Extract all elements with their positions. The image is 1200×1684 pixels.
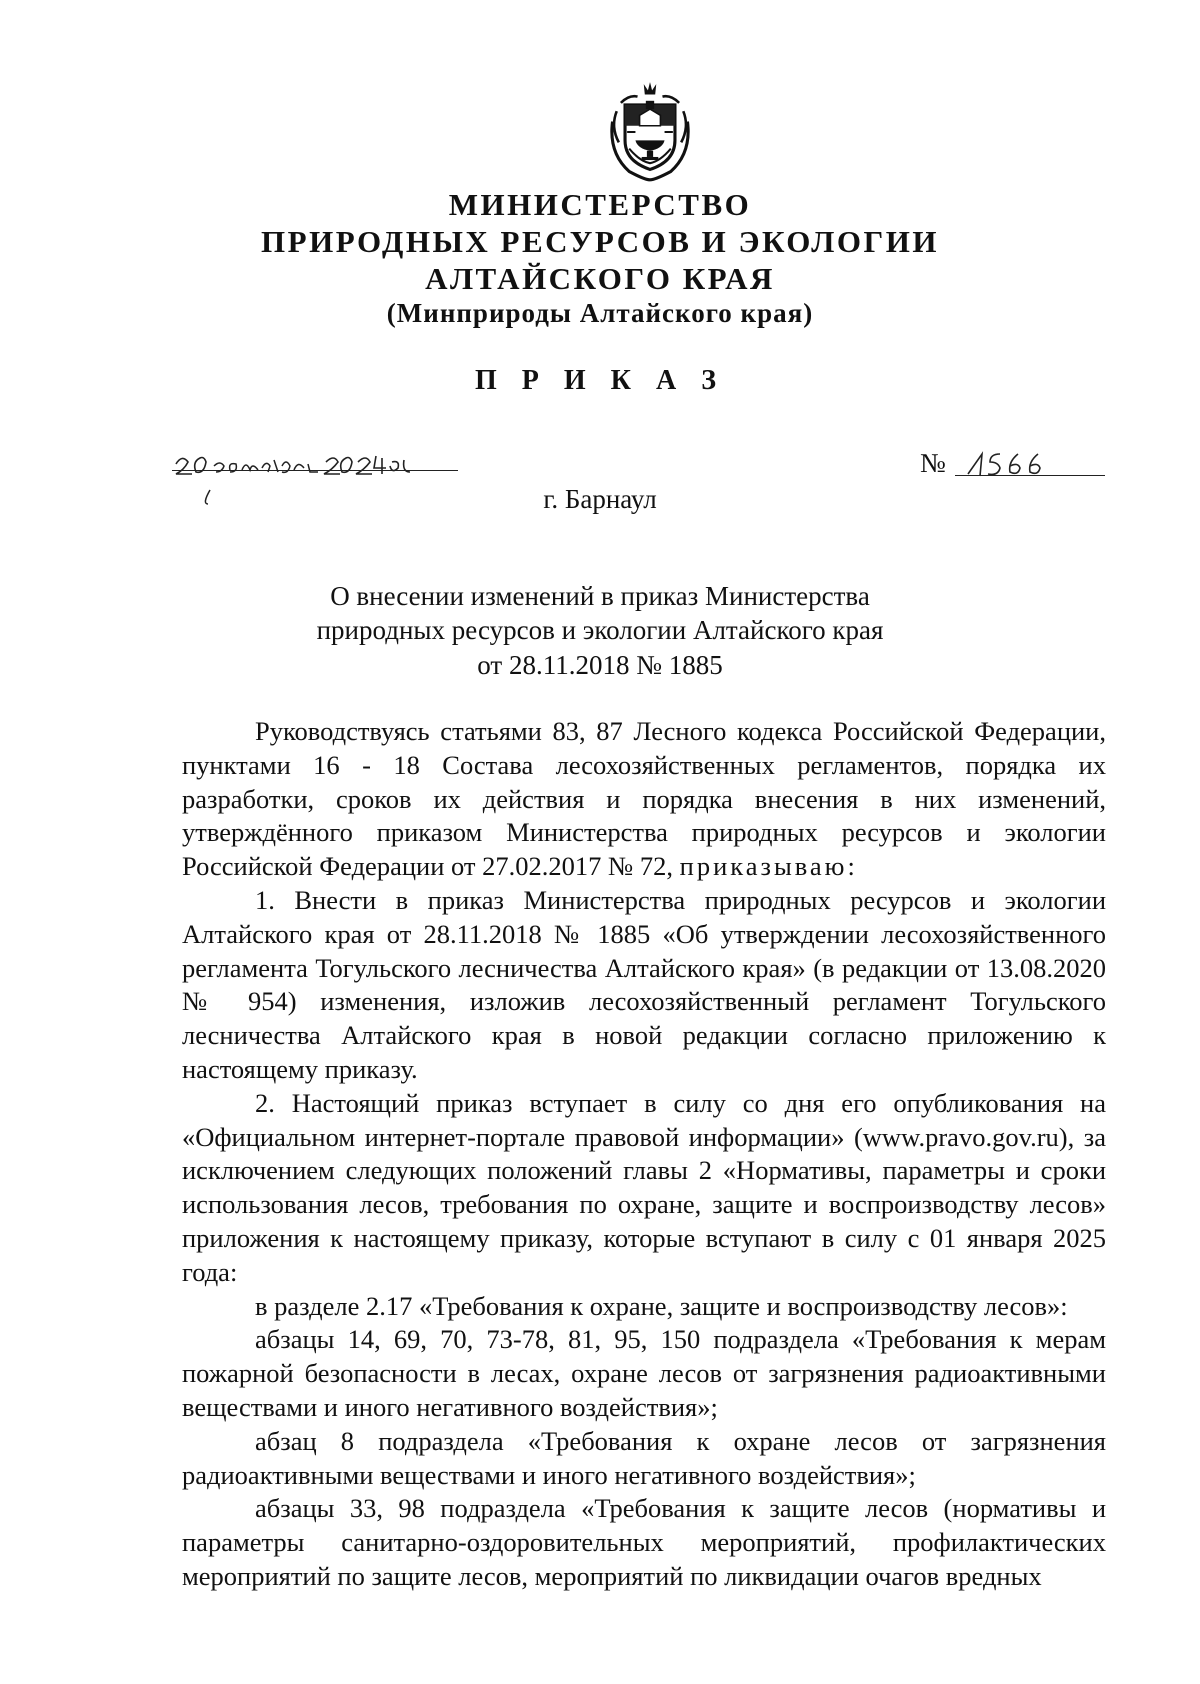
subsection-forest-protection-paragraph: абзацы 33, 98 подраздела «Требования к защите лесов (нормативы и параметры санитарно-оздоровительных мероприятий, профилактических мероприятий по защите лесов, мероприятий по ликвидации очагов вредных xyxy=(182,1493,1106,1591)
ministry-short-name: (Минприроды Алтайского края) xyxy=(386,298,814,328)
document-type-heading: П Р И К А З xyxy=(475,365,725,396)
city-name: г. Барнаул xyxy=(543,484,657,514)
section-2-17-paragraph: в разделе 2.17 «Требования к охране, защите и воспроизводству лесов»: xyxy=(255,1290,1068,1321)
date-underline xyxy=(172,470,458,471)
coat-of-arms-emblem xyxy=(598,80,702,184)
subsection-pollution-paragraph: абзац 8 подраздела «Требования к охране лесов от загрязнения радиоактивными веществами и иного негативного воздействия»; xyxy=(182,1425,1106,1490)
preamble-paragraph: Руководствуясь статьями 83, 87 Лесного кодекса Российской Федерации, пунктами 16 - 18 Состава лесохозяйственных регламентов, порядка их разработки, сроков их действия и порядка внесения в них изменений, утверждённого приказом Министерства природных ресурсов и экологии Российской Федерации от 27.02.2017 № 72, приказываю: xyxy=(182,716,1106,882)
handwritten-number xyxy=(960,448,1060,488)
order-title-line-1: О внесении изменений в приказ Министерства xyxy=(330,581,870,611)
ministry-name-line-3: АЛТАЙСКОГО КРАЯ xyxy=(425,261,775,296)
subsection-fire-safety-paragraph: абзацы 14, 69, 70, 73-78, 81, 95, 150 подраздела «Требования к мерам пожарной безопасности в лесах, охране лесов от загрязнения радиоактивными веществами и иного негативного воздействия»; xyxy=(182,1324,1106,1422)
ministry-name-line-1: МИНИСТЕРСТВО xyxy=(448,187,752,222)
order-title-line-3: от 28.11.2018 № 1885 xyxy=(477,650,723,680)
clause-2-paragraph: 2. Настоящий приказ вступает в силу со дня его опубликования на «Официальном интернет-портале правовой информации» (www.pravo.gov.ru), за исключением следующих положений главы 2 «Нормативы, параметры и сроки использования лесов, требования по охране, защите и воспроизводству лесов» приложения к настоящему приказу, которые вступают в силу с 01 января 2025 года: xyxy=(182,1087,1106,1287)
number-underline xyxy=(955,475,1105,476)
order-keyword: приказываю: xyxy=(679,851,858,882)
order-body xyxy=(182,715,1106,1594)
ministry-name-line-2: ПРИРОДНЫХ РЕСУРСОВ И ЭКОЛОГИИ xyxy=(261,224,939,259)
clause-1-paragraph: 1. Внести в приказ Министерства природных ресурсов и экологии Алтайского края от 28.11.2018 № 1885 «Об утверждении лесохозяйственного регламента Тогульского лесничества Алтайского края» (в редакции от 13.08.2020 № 954) изменения, изложив лесохозяйственный регламент Тогульского лесничества Алтайского края в новой редакции согласно приложению к настоящему приказу. xyxy=(182,884,1106,1084)
order-title-line-2: природных ресурсов и экологии Алтайского края xyxy=(316,615,884,645)
number-label: № xyxy=(920,448,946,478)
